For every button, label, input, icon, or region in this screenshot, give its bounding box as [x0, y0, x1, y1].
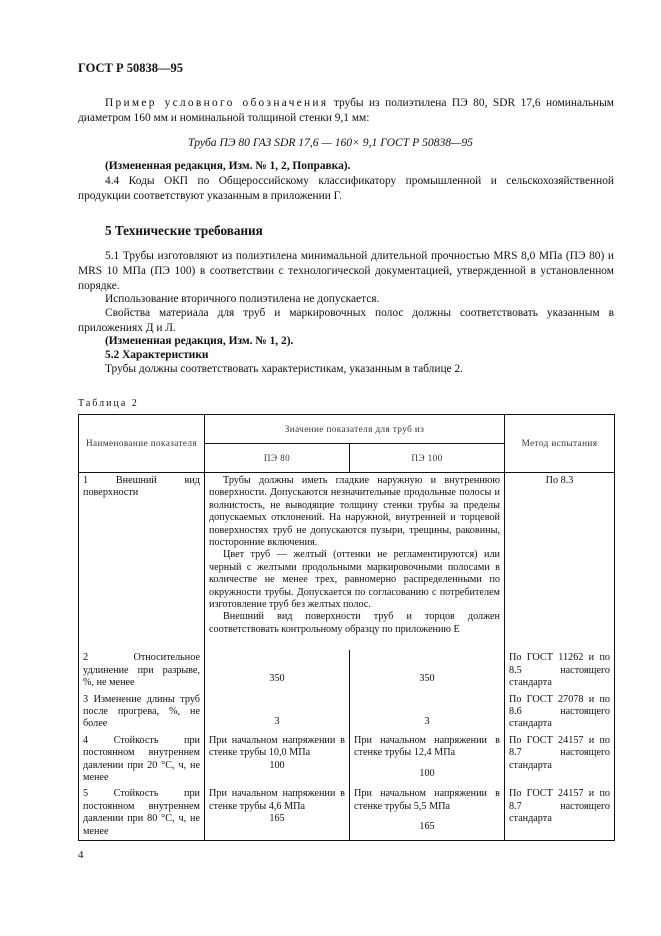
row1-description — [205, 473, 505, 651]
row1-description-p1: Трубы должны иметь гладкие наружную и внутреннюю поверхности. Допускаются незначительные продольные полосы и волнистость, не выводящие толщину стенки трубы за пределы допускаемых отклонений. На наружной, внутренней и торцевой поверхностях труб не допускаются пузыри, трещины, раковины, посторонние включения. — [209, 475, 500, 549]
row3-pe80: 3 — [205, 692, 350, 733]
clause-5-2-title: 5.2 Характеристики — [105, 349, 209, 361]
table-label: Таблица 2 — [78, 398, 139, 409]
row4-pe100 — [350, 733, 505, 787]
standard-header: ГОСТ Р 50838—95 — [78, 61, 184, 75]
row2-method: По ГОСТ 11262 и по 8.5 настоящего стандарта — [505, 650, 615, 691]
header-test-method: Метод испытания — [505, 415, 615, 473]
row2-pe80: 350 — [205, 650, 350, 691]
row5-method: По ГОСТ 24157 и по 8.7 настоящего стандарта — [505, 786, 615, 840]
clause-5-2: Трубы должны соответствовать характеристикам, указанным в таблице 2. — [105, 363, 464, 375]
row1-description-p3: Внешний вид поверхности труб и торцов должен соответствовать контрольному образцу по приложению Е — [209, 611, 500, 635]
row5-pe80 — [205, 786, 350, 840]
row2-pe100: 350 — [350, 650, 505, 691]
header-pe100: ПЭ 100 — [350, 444, 505, 473]
row2-name: 2 Относительное удлинение при разрыве, %, не менее — [79, 650, 205, 691]
row5-name: 5 Стойкость при постоянном внутреннем давлении при 80 °С, ч, не менее — [79, 786, 205, 840]
table-row — [79, 692, 615, 733]
page-number: 4 — [78, 849, 84, 861]
row4-pe100-value: 100 — [419, 767, 435, 779]
header-value: Значение показателя для труб из — [205, 415, 505, 444]
row1-description-p2: Цвет труб — желтый (оттенки не регламентируются) или черный с желтыми продольными маркировочными полосами в количестве не менее трех, равномерно распределенными по окружности трубы. Допускается по согласованию с потребителем изготовление труб без желтых полос. — [209, 549, 500, 611]
row5-pe80-value: 165 — [269, 813, 285, 825]
table-row — [79, 650, 615, 691]
row4-method: По ГОСТ 24157 и по 8.7 настоящего стандарта — [505, 733, 615, 787]
row5-pe80-condition: При начальном напряжении в стенке трубы 4,6 МПа — [209, 788, 345, 812]
example-text: трубы из полиэтилена ПЭ 80, SDR 17,6 номинальным диаметром 160 мм и номинальной толщиной стенки 9,1 мм: — [78, 97, 614, 124]
clause-5-1-recycled: Использование вторичного полиэтилена не допускается. — [105, 293, 380, 305]
row3-method: По ГОСТ 27078 и по 8.6 настоящего стандарта — [505, 692, 615, 733]
clause-5-1-materials: Свойства материала для труб и маркировочных полос должны соответствовать указанным в приложениях Д и Л. — [78, 307, 614, 334]
designation-formula: Труба ПЭ 80 ГАЗ SDR 17,6 — 160× 9,1 ГОСТ Р 50838—95 — [188, 136, 473, 149]
row4-pe80 — [205, 733, 350, 787]
header-pe80: ПЭ 80 — [205, 444, 350, 473]
row1-name: 1 Внешний вид поверхности — [79, 473, 205, 651]
requirements-table — [78, 414, 615, 841]
example-lead: Пример условного обозначения — [105, 97, 329, 109]
clause-4-4: 4.4 Коды ОКП по Общероссийскому классификатору промышленной и сельскохозяйственной продукции соответствуют указанным в приложении Г. — [78, 175, 614, 202]
row4-pe80-value: 100 — [269, 759, 285, 771]
header-indicator-name: Наименование показателя — [79, 415, 205, 473]
table-row — [79, 786, 615, 840]
row1-method: По 8.3 — [505, 473, 615, 651]
row5-pe100 — [350, 786, 505, 840]
table-row — [79, 733, 615, 787]
row5-pe100-condition: При начальном напряжении в стенке трубы 5,5 МПа — [354, 788, 500, 812]
row4-pe100-condition: При начальном напряжении в стенке трубы 12,4 МПа — [354, 734, 500, 759]
row5-pe100-value: 165 — [419, 821, 435, 833]
amendment-note-1: (Измененная редакция, Изм. № 1, 2, Поправка). — [105, 160, 351, 172]
row4-pe80-condition: При начальном напряжении в стенке трубы 10,0 МПа — [209, 734, 345, 759]
row3-name: 3 Изменение длины труб после прогрева, %, не более — [79, 692, 205, 733]
table-row — [79, 473, 615, 651]
row4-name: 4 Стойкость при постоянном внутреннем давлении при 20 °С, ч, не менее — [79, 733, 205, 787]
designation-example — [78, 96, 614, 126]
amendment-note-2: (Измененная редакция, Изм. № 1, 2). — [105, 335, 294, 347]
section-5-title: 5 Технические требования — [105, 223, 263, 238]
clause-5-1: 5.1 Трубы изготовляют из полиэтилена минимальной длительной прочностью MRS 8,0 МПа (ПЭ 80) и MRS 10 МПа (ПЭ 100) в соответствии с технологической документацией, утвержденной в установленном порядке. — [78, 250, 614, 292]
row3-pe100: 3 — [350, 692, 505, 733]
